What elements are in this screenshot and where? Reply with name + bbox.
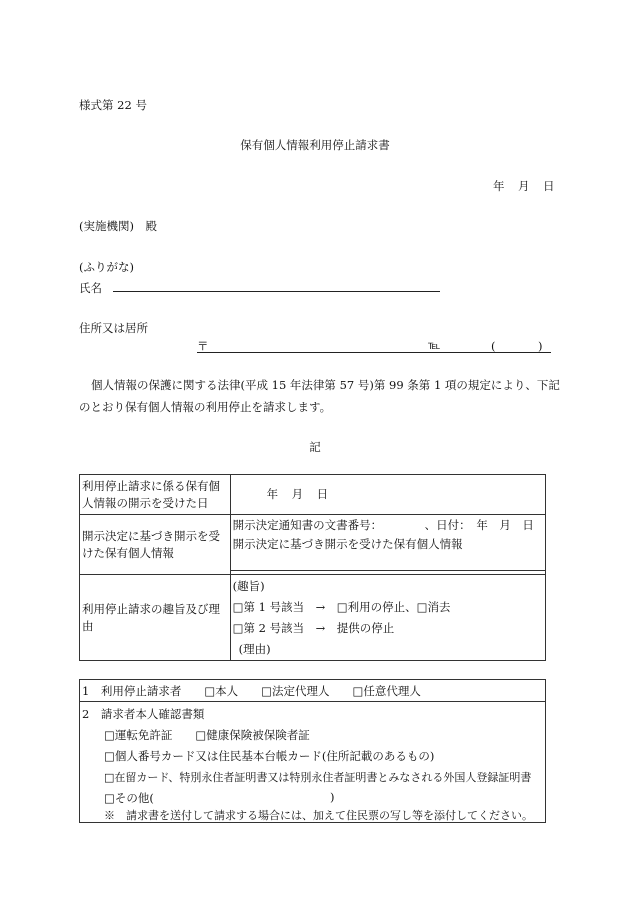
id-option-residence-card[interactable]: □在留カード、特別永住者証明書又は特別永住者証明書とみなされる外国人登録証明書 (104, 771, 532, 784)
purpose-option-1[interactable]: □第 1 号該当 → □利用の停止、□消去 (232, 599, 451, 614)
body-text-line-2: のとおり保有個人情報の利用停止を請求します。 (79, 400, 332, 414)
id-option-license-insurance[interactable]: □運転免許証 □健康保険被保険者証 (104, 728, 310, 742)
requester-type-line[interactable]: 1 利用停止請求者 □本人 □法定代理人 □任意代理人 (82, 684, 421, 698)
disclosed-info-field[interactable] (230, 515, 545, 575)
request-details-table (79, 474, 546, 661)
addressee: (実施機関) 殿 (79, 219, 157, 233)
requester-info-box (79, 679, 546, 823)
id-option-mynumber[interactable]: □個人番号カード又は住民基本台帳カード(住所記載のあるもの) (104, 749, 435, 763)
document-number-label: 開示決定通知書の文書番号： (232, 518, 383, 532)
page-title: 保有個人情報利用停止請求書 (240, 138, 390, 152)
table-row (80, 575, 546, 661)
name-field[interactable] (113, 291, 440, 292)
document-date-label: 、日付： 年 月 日 (424, 518, 534, 532)
id-docs-heading: 2 請求者本人確認書類 (82, 707, 205, 721)
ki-heading: 記 (309, 440, 321, 454)
date-line: 年 月 日 (493, 179, 556, 193)
body-text-line-1: 個人情報の保護に関する法律(平成 15 年法律第 57 号)第 99 条第 1 項の規定により、下記 (91, 378, 560, 392)
address-field[interactable] (197, 352, 551, 353)
postal-mark: 〒 (197, 339, 209, 353)
id-option-other-close: ) (330, 790, 335, 804)
id-option-other[interactable]: □その他( (104, 791, 154, 805)
disclosure-date-field[interactable]: 年 月 日 (230, 475, 545, 515)
table-cell-label: 利用停止請求の趣旨及び理 由 (80, 575, 231, 661)
table-row (80, 515, 546, 575)
name-label: 氏名 (79, 281, 102, 295)
tel-paren: ( ) (491, 339, 545, 353)
table-row (80, 475, 546, 515)
purpose-reason-field[interactable]: (趣旨) □第 1 号該当 → □利用の停止、□消去 □第 2 号該当 → 提供の停止 (理由) (230, 575, 545, 661)
divider (80, 701, 545, 702)
tel-mark: ℡ (428, 338, 441, 352)
table-cell-label: 開示決定に基づき開示を受 けた保有個人情報 (80, 515, 231, 575)
disclosed-info-label: 開示決定に基づき開示を受けた保有個人情報 (232, 537, 463, 551)
form-number: 様式第 22 号 (79, 98, 147, 112)
furigana-label: (ふりがな) (79, 260, 134, 274)
table-cell-label: 利用停止請求に係る保有個 人情報の開示を受けた日 (80, 475, 231, 515)
divider (231, 570, 545, 571)
address-label: 住所又は居所 (79, 321, 148, 335)
purpose-option-2[interactable]: □第 2 号該当 → 提供の停止 (232, 620, 395, 635)
note-line: ※ 請求書を送付して請求する場合には、加えて住民票の写し等を添付してください。 (104, 809, 533, 822)
